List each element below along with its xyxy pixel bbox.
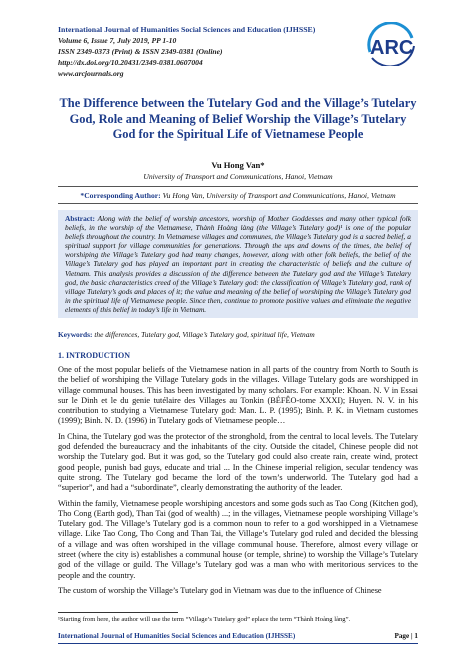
page-footer [58, 632, 418, 640]
logo-text: ARC [370, 37, 414, 59]
footnote: ¹Starting from here, the author will use the term “Village’s Tutelary god” eplace the term “Thành Hoàng làng”. [58, 616, 351, 623]
keywords-text: the differences, Tutelary god, Village’s Tutelary god, spiritual life, Vietnam [94, 330, 315, 339]
doi-link[interactable]: http://dx.doi.org/10.20431/2349-0381.0607004 [58, 58, 203, 67]
keywords [58, 330, 418, 339]
author-name: Vu Hong Van* [211, 160, 265, 170]
footnote-divider [58, 612, 178, 613]
journal-header [58, 24, 358, 79]
footer-divider [58, 643, 418, 644]
journal-title: International Journal of Humanities Social Sciences and Education (IJHSSE) [58, 25, 316, 34]
divider-bottom [58, 203, 418, 204]
website-link[interactable]: www.arcjournals.org [58, 69, 124, 78]
corresponding-text: Vu Hong Van, University of Transport and Communications, Hanoi, Vietnam [162, 191, 396, 200]
abstract-text: Along with the belief of worship ancestors, worship of Mother Goddesses and many other typical folk beliefs, in the worship of the Vietnamese, Thành Hoàng làng (the Village’s Tutelary god)¹ is one of the popular beliefs throughout the country. In Vietnamese villages and communes, the Village’s Tutelary god is a sacred belief, a spiritual support for village communities for generations. Through the ups and downs of the times, the belief of worshiping the Village’s Tutelary god had many changes, however, along with other folk beliefs, the belief of the Village’s Tutelary god has played an important part in creating the characteristic of beliefs and the culture of Vietnam. This analysis provides a discussion of the difference between the Tutelary god and the Village’s Tutelary god, the basic characteristics creed of the Village’s Tutelary god: the classification of Village’s Tutelary god, rank of village Tutelary’s gods and places of it; the value and meaning of the belief of worshiping the Village’s Tutelary god in the spiritual life of Vietnamese people. Since then, continue to promote positive values and eliminate the negative elements of this belief in today’s life in Vietnam. [65, 214, 411, 314]
page-number: Page | 1 [394, 632, 418, 640]
paragraph: In China, the Tutelary god was the protector of the stronghold, from the central to local levels. The Tutelary god defended the bureaucracy and the inhabitants of the city. Outside the citadel, Chinese people did not worship the Tutelary god. But it was god, so the Tutelary god could also create rain, create wind, protect good people, punish bad guys, educate and trial ... In the Chinese imperial religion, secular tendency was quite strong. The Tutelary god became the lord of the town’s underworld. The Tutelary god had a “superior”, and had a “subordinate”, clearly demonstrating the authority of the leader. [58, 431, 418, 493]
author-affiliation: University of Transport and Communications, Hanoi, Vietnam [143, 172, 333, 181]
corresponding-label: *Corresponding Author: [80, 191, 161, 200]
paper-title: The Difference between the Tutelary God and the Village’s Tutelary God, Role and Meaning of Belief Worship the Village’s Tutelary God for the Spiritual Life of Vietnamese People [59, 96, 417, 141]
abstract-box [58, 210, 418, 318]
paragraph: One of the most popular beliefs of the Vietnamese nation in all parts of the country from North to South is the belief of worshiping the Village Tutelary gods in the villages. Village Tutelary gods are worshipped in village communal houses. This has been investigated by many scholars. For example: Khoan. N. V in Essai sur le Dinh et le du genie tutélaire des Villages au Tonkin (BÉFÊO-tome XXXI); Huyen. N. V. in his contribution to studying a Vietnamese Tutelary god: Man. L. P. (1995); Binh. P. K. in Vietnam customes (1999); Binh. N. D. (1996) in Tutelary gods of Vietnamese people… [58, 365, 418, 426]
divider-top [58, 186, 418, 187]
arc-logo-icon [362, 22, 418, 66]
keywords-label: Keywords: [58, 330, 93, 339]
volume-line: Volume 6, Issue 7, July 2019, PP 1-10 [58, 36, 177, 45]
footer-journal: International Journal of Humanities Social Sciences and Education (IJHSSE) [58, 632, 296, 640]
issn-line: ISSN 2349-0373 (Print) & ISSN 2349-0381 (Online) [58, 47, 223, 56]
paragraph: The custom of worship the Village’s Tutelary god in Vietnam was due to the influence of Chinese [58, 585, 382, 595]
abstract-label: Abstract: [65, 214, 95, 223]
section-heading: 1. INTRODUCTION [58, 351, 131, 360]
body-text [58, 365, 418, 601]
paragraph: Within the family, Vietnamese people worshiping ancestors and some gods such as Tao Cong (Kitchen god), Tho Cong (Earth god), Than Tai (god of wealth) ...; in the villages, Vietnamese people worshiping Village’s Tutelary god. The Village’s Tutelary god is a common noun to refer to a god worshipped in a Vietnamese village. Like Tao Cong, Tho Cong and Than Tai, the Village’s Tutelary god ruled and decided the blessing of a village and was often worshiped in the village communal house. Therefore, almost every village or street (where the city is) establishes a communal house (or temple, shrine) to worship the Village’s Tutelary god of the village or guild. The Village’s Tutelary god was a man who with meritorious services to the people and the country. [58, 498, 418, 580]
corresponding-author [58, 191, 418, 200]
